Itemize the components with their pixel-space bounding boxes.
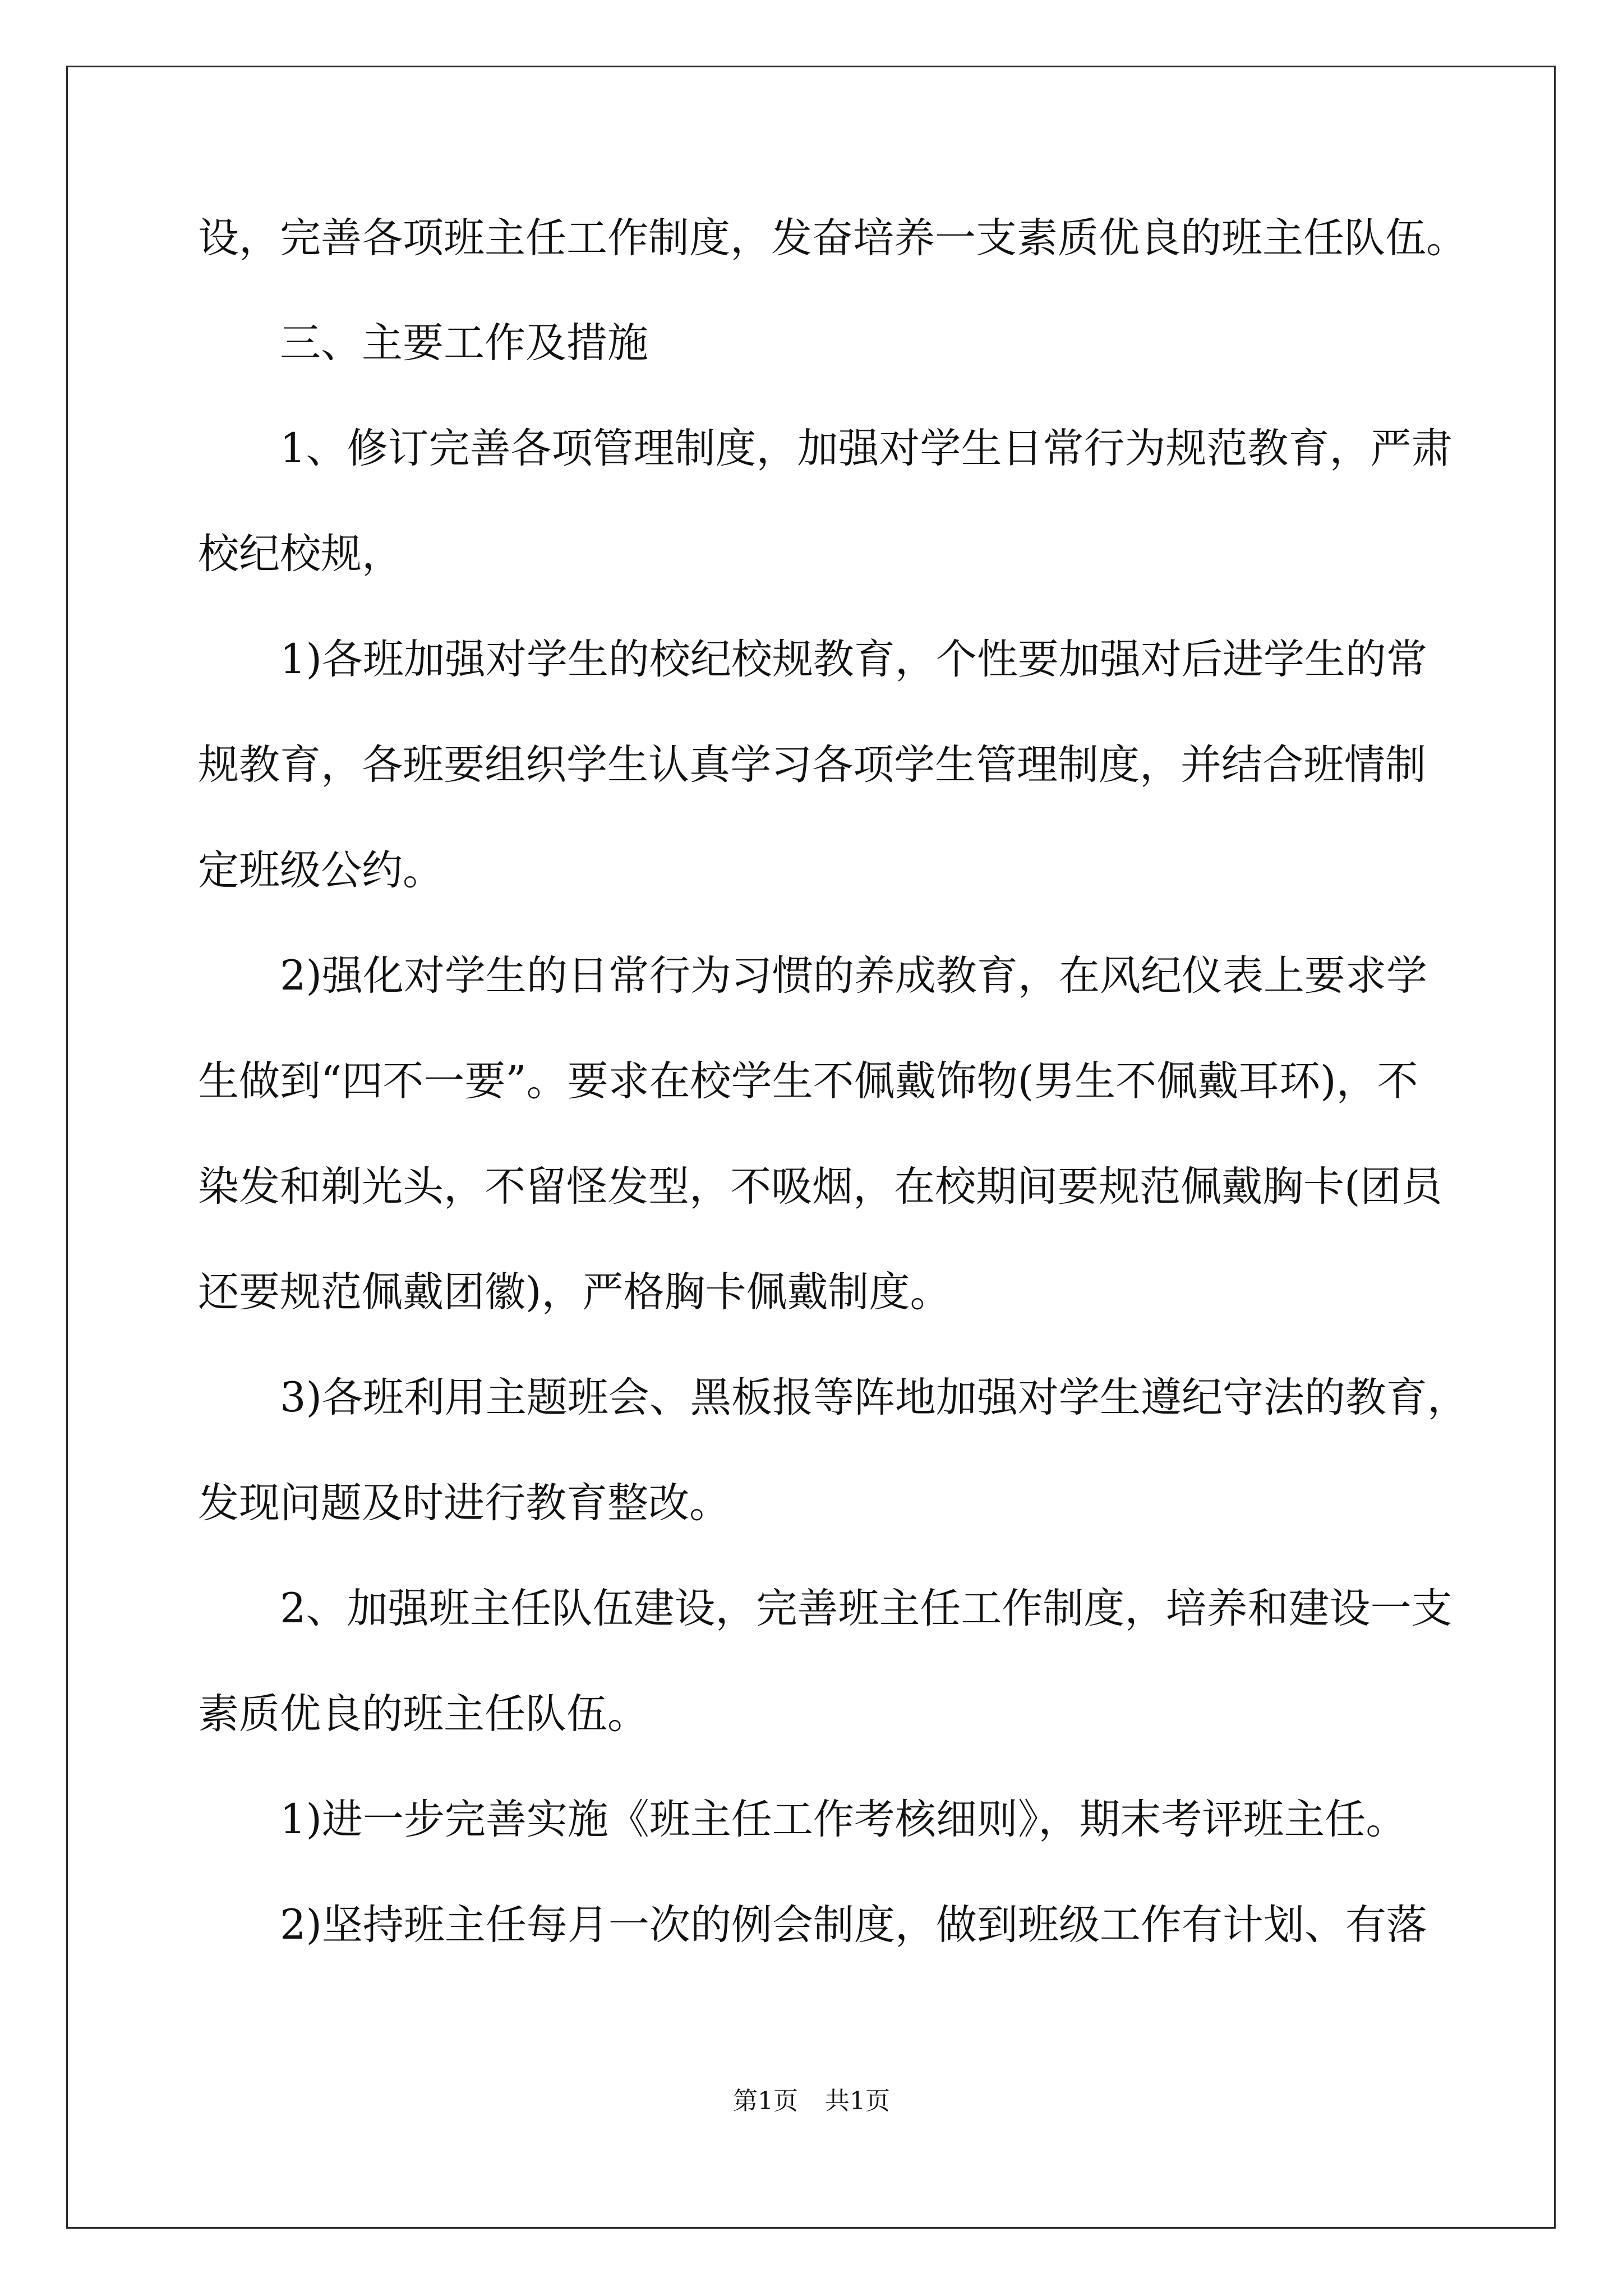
section-heading-main-measures: 三、主要工作及措施 [280, 319, 648, 367]
body-line-5: 1)各班加强对学生的校纪校规教育，个性要加强对后进学生的常 [280, 636, 1427, 683]
page-number: 第1页 [733, 2087, 798, 2115]
page-footer [0, 2086, 1623, 2117]
body-line-4: 校纪校规， [198, 530, 403, 578]
body-line-1: 设，完善各项班主任工作制度，发奋培养一支素质优良的班主任队伍。 [198, 214, 1467, 262]
page-total: 共1页 [825, 2087, 890, 2115]
body-line-14: 2、加强班主任队伍建设，完善班主任工作制度，培养和建设一支 [280, 1585, 1453, 1632]
body-line-16: 1)进一步完善实施《班主任工作考核细则》，期末考评班主任。 [280, 1796, 1407, 1843]
body-line-12: 3)各班利用主题班会、黑板报等阵地加强对学生遵纪守法的教育， [280, 1374, 1468, 1421]
body-line-13: 发现问题及时进行教育整改。 [198, 1479, 730, 1527]
body-line-8: 2)强化对学生的日常行为习惯的养成教育，在风纪仪表上要求学 [280, 952, 1427, 1000]
body-line-17: 2)坚持班主任每月一次的例会制度，做到班级工作有计划、有落 [280, 1901, 1427, 1949]
body-line-3: 1、修订完善各项管理制度，加强对学生日常行为规范教育，严肃 [280, 425, 1453, 472]
body-line-7: 定班级公约。 [198, 846, 444, 894]
body-line-10: 染发和剃光头，不留怪发型，不吸烟，在校期间要规范佩戴胸卡(团员 [198, 1163, 1442, 1211]
body-line-6: 规教育，各班要组织学生认真学习各项学生管理制度，并结合班情制 [198, 741, 1426, 789]
body-line-15: 素质优良的班主任队伍。 [198, 1690, 648, 1738]
body-line-9: 生做到“四不一要”。要求在校学生不佩戴饰物(男生不佩戴耳环)，不 [198, 1057, 1418, 1105]
body-line-11: 还要规范佩戴团徽)，严格胸卡佩戴制度。 [198, 1268, 951, 1316]
